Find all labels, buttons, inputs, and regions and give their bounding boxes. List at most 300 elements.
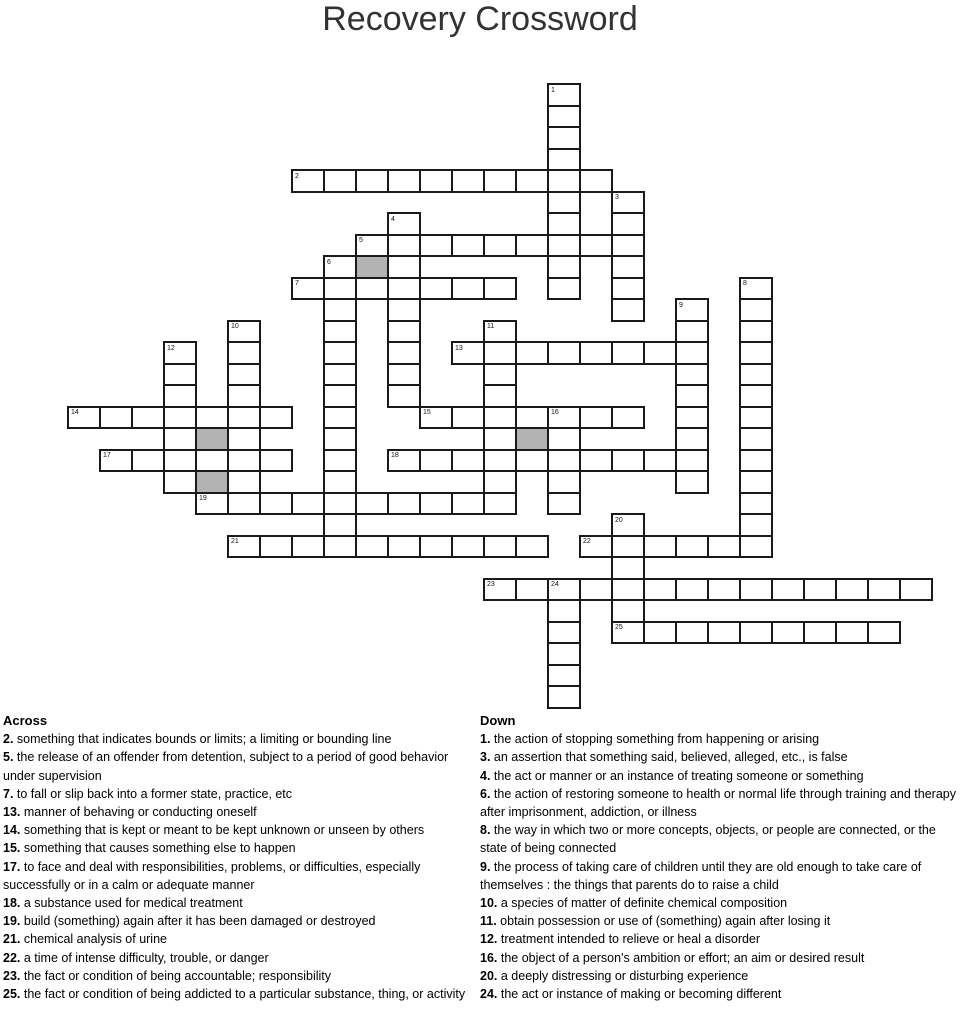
grid-cell[interactable] — [579, 578, 613, 602]
grid-cell[interactable] — [707, 578, 741, 602]
clue-number: 23. — [3, 968, 21, 983]
grid-cell[interactable] — [675, 298, 709, 322]
grid-cell[interactable] — [547, 191, 581, 215]
clue-number: 18. — [3, 896, 21, 911]
grid-cell[interactable] — [451, 341, 485, 365]
grid-cell[interactable] — [579, 341, 613, 365]
grid-cell[interactable] — [739, 449, 773, 473]
grid-cell[interactable] — [387, 363, 421, 387]
clue-text: a substance used for medical treatment — [20, 896, 243, 911]
grid-cell-shaded[interactable] — [195, 470, 229, 494]
clue-number: 3. — [480, 750, 491, 765]
grid-cell[interactable] — [195, 492, 229, 516]
grid-cell[interactable] — [739, 470, 773, 494]
cell-number: 18 — [391, 452, 399, 459]
cell-number: 13 — [455, 344, 463, 352]
grid-cell[interactable] — [419, 169, 453, 193]
grid-cell[interactable] — [163, 384, 197, 408]
clue-text: something that is kept or meant to be kept unknown or unseen by others — [20, 823, 425, 838]
clue-text: a deeply distressing or disturbing experience — [497, 968, 749, 983]
grid-cell[interactable] — [707, 535, 741, 559]
clue-item — [480, 748, 957, 766]
grid-cell[interactable] — [387, 492, 421, 516]
grid-cell[interactable] — [611, 449, 645, 473]
grid-cell[interactable] — [643, 535, 677, 559]
clue-number: 16. — [480, 950, 498, 965]
grid-cell[interactable] — [355, 535, 389, 559]
across-heading: Across — [3, 713, 48, 728]
cell-number: 2 — [295, 172, 299, 180]
grid-cell[interactable] — [611, 621, 645, 645]
grid-cell[interactable] — [323, 169, 357, 193]
down-clue-list — [480, 730, 957, 1003]
grid-cell[interactable] — [387, 384, 421, 408]
grid-cell[interactable] — [547, 105, 581, 129]
grid-cell[interactable] — [227, 384, 261, 408]
grid-cell[interactable] — [387, 320, 421, 344]
grid-cell[interactable] — [579, 535, 613, 559]
cell-number: 20 — [615, 516, 623, 524]
clue-number: 1. — [480, 732, 491, 747]
grid-cell[interactable] — [387, 535, 421, 559]
cell-number: 1 — [551, 86, 555, 94]
clue-item — [480, 894, 957, 912]
grid-cell[interactable] — [611, 212, 645, 236]
grid-cell[interactable] — [451, 169, 485, 193]
grid-cell[interactable] — [387, 234, 421, 258]
grid-cell[interactable] — [227, 492, 261, 516]
grid-cell[interactable] — [643, 621, 677, 645]
grid-cell[interactable] — [675, 406, 709, 430]
grid-cell[interactable] — [323, 406, 357, 430]
grid-cell[interactable] — [515, 406, 549, 430]
grid-cell[interactable] — [547, 492, 581, 516]
clue-text: an assertion that something said, believed, alleged, etc., is false — [490, 750, 848, 765]
grid-cell[interactable] — [547, 212, 581, 236]
grid-cell[interactable] — [99, 449, 133, 473]
grid-cell[interactable] — [259, 535, 293, 559]
grid-cell[interactable] — [323, 363, 357, 387]
grid-cell[interactable] — [771, 621, 805, 645]
grid-cell-shaded[interactable] — [355, 255, 389, 279]
grid-cell[interactable] — [547, 664, 581, 688]
grid-cell[interactable] — [483, 406, 517, 430]
grid-cell[interactable] — [451, 535, 485, 559]
clue-text: the way in which two or more concepts, objects, or people are connected, or the state of being connected — [480, 823, 936, 856]
clue-number: 2. — [3, 732, 14, 747]
grid-cell[interactable] — [611, 191, 645, 215]
cell-number: 14 — [71, 409, 79, 416]
across-clue-list — [3, 730, 480, 1003]
grid-cell[interactable] — [291, 492, 325, 516]
grid-cell[interactable] — [547, 341, 581, 365]
clue-text: to fall or slip back into a former state, practice, etc — [13, 786, 293, 801]
grid-cell[interactable] — [643, 341, 677, 365]
grid-cell[interactable] — [547, 255, 581, 279]
grid-cell[interactable] — [675, 427, 709, 451]
down-heading: Down — [480, 713, 516, 728]
grid-cell[interactable] — [227, 341, 261, 365]
cell-number: 16 — [551, 409, 559, 416]
grid-cell[interactable] — [451, 449, 485, 473]
grid-cell[interactable] — [739, 320, 773, 344]
grid-cell[interactable] — [547, 642, 581, 666]
grid-cell[interactable] — [259, 406, 293, 430]
grid-cell[interactable] — [739, 578, 773, 602]
grid-cell[interactable] — [323, 341, 357, 365]
clue-text: the fact or condition of being accountable; responsibility — [20, 968, 331, 983]
clue-number: 10. — [480, 896, 498, 911]
clue-text: the object of a person's ambition or effort; an aim or desired result — [497, 950, 865, 965]
clue-text: obtain possession or use of (something) again after losing it — [496, 914, 831, 929]
clue-item — [480, 912, 957, 930]
clue-text: the action of restoring someone to health or normal life through training and therapy after imprisonment, addiction, or illness — [480, 786, 956, 820]
clue-number: 17. — [3, 859, 21, 874]
clue-text: the release of an offender from detention, subject to a period of good behavior under supervision — [3, 750, 449, 783]
grid-cell[interactable] — [387, 277, 421, 301]
grid-cell[interactable] — [611, 277, 645, 301]
grid-cell[interactable] — [227, 363, 261, 387]
grid-cell[interactable] — [547, 685, 581, 709]
grid-cell[interactable] — [451, 277, 485, 301]
grid-cell[interactable] — [675, 578, 709, 602]
cell-number: 6 — [327, 258, 331, 266]
clue-item — [3, 858, 480, 894]
clue-text: manner of behaving or conducting oneself — [20, 805, 257, 820]
clue-text: chemical analysis of urine — [20, 932, 167, 947]
grid-cell[interactable] — [739, 384, 773, 408]
grid-cell[interactable] — [739, 406, 773, 430]
grid-cell[interactable] — [227, 406, 261, 430]
grid-cell[interactable] — [675, 621, 709, 645]
clue-text: something that causes something else to happen — [20, 841, 296, 856]
grid-cell[interactable] — [483, 363, 517, 387]
grid-cell[interactable] — [227, 320, 261, 344]
grid-cell[interactable] — [611, 341, 645, 365]
grid-cell[interactable] — [547, 470, 581, 494]
grid-cell[interactable] — [163, 341, 197, 365]
grid-cell[interactable] — [643, 578, 677, 602]
clue-text: treatment intended to relieve or heal a disorder — [497, 932, 761, 947]
grid-cell[interactable] — [675, 363, 709, 387]
grid-cell[interactable] — [547, 126, 581, 150]
clue-text: build (something) again after it has been damaged or destroyed — [20, 914, 376, 929]
grid-cell[interactable] — [675, 320, 709, 344]
clue-item — [3, 748, 480, 784]
cell-number: 11 — [487, 323, 495, 330]
cell-number: 25 — [615, 624, 623, 631]
grid-cell[interactable] — [483, 169, 517, 193]
grid-cell[interactable] — [483, 535, 517, 559]
clue-number: 13. — [3, 805, 21, 820]
grid-cell[interactable] — [259, 449, 293, 473]
grid-cell[interactable] — [547, 578, 581, 602]
grid-cell[interactable] — [419, 492, 453, 516]
grid-cell[interactable] — [739, 277, 773, 301]
grid-cell[interactable] — [483, 578, 517, 602]
clue-number: 6. — [480, 786, 491, 801]
grid-cell[interactable] — [675, 449, 709, 473]
grid-cell[interactable] — [611, 556, 645, 580]
grid-cell[interactable] — [355, 234, 389, 258]
page-title: Recovery Crossword — [322, 0, 638, 38]
grid-cell[interactable] — [611, 578, 645, 602]
grid-cell[interactable] — [547, 621, 581, 645]
clue-item — [3, 949, 480, 967]
grid-cell[interactable] — [739, 492, 773, 516]
clue-item — [3, 967, 480, 985]
grid-cell[interactable] — [675, 535, 709, 559]
grid-cell[interactable] — [323, 535, 357, 559]
grid-cell[interactable] — [547, 599, 581, 623]
grid-cell[interactable] — [483, 470, 517, 494]
grid-cell[interactable] — [643, 449, 677, 473]
grid-cell[interactable] — [707, 621, 741, 645]
grid-cell[interactable] — [739, 298, 773, 322]
grid-cell[interactable] — [547, 83, 581, 107]
grid-cell[interactable] — [611, 234, 645, 258]
grid-cell[interactable] — [547, 169, 581, 193]
grid-cell[interactable] — [195, 449, 229, 473]
grid-cell[interactable] — [131, 449, 165, 473]
grid-cell[interactable] — [323, 298, 357, 322]
grid-cell[interactable] — [547, 148, 581, 172]
grid-cell[interactable] — [675, 384, 709, 408]
cell-number: 4 — [391, 215, 395, 223]
grid-cell[interactable] — [323, 492, 357, 516]
grid-cell[interactable] — [451, 234, 485, 258]
grid-cell[interactable] — [163, 406, 197, 430]
clue-number: 11. — [480, 914, 497, 929]
grid-cell[interactable] — [803, 621, 837, 645]
cell-number: 8 — [743, 280, 747, 287]
grid-cell[interactable] — [547, 449, 581, 473]
cell-number: 19 — [199, 495, 207, 502]
grid-cell[interactable] — [227, 535, 261, 559]
grid-cell-shaded[interactable] — [195, 427, 229, 451]
clue-text: the act or manner or an instance of treating someone or something — [490, 768, 864, 783]
grid-cell[interactable] — [323, 470, 357, 494]
cell-number: 24 — [551, 581, 559, 588]
cell-number: 17 — [103, 452, 111, 459]
grid-cell[interactable] — [355, 169, 389, 193]
grid-cell[interactable] — [163, 363, 197, 387]
grid-cell[interactable] — [387, 169, 421, 193]
grid-cell[interactable] — [547, 427, 581, 451]
clue-item — [3, 894, 480, 912]
cell-number: 22 — [583, 538, 591, 545]
grid-cell[interactable] — [739, 363, 773, 387]
clue-text: the action of stopping something from happening or arising — [490, 732, 820, 747]
grid-cell[interactable] — [803, 578, 837, 602]
grid-cell[interactable] — [483, 234, 517, 258]
grid-cell[interactable] — [259, 492, 293, 516]
cell-number: 10 — [231, 323, 239, 330]
across-clues-column — [3, 712, 480, 1003]
clue-item — [3, 730, 480, 748]
clue-text: a species of matter of definite chemical composition — [497, 896, 788, 911]
clue-item — [3, 930, 480, 948]
clue-number: 20. — [480, 968, 498, 983]
grid-cell[interactable] — [835, 621, 869, 645]
clue-number: 24. — [480, 987, 498, 1002]
grid-cell[interactable] — [163, 427, 197, 451]
clue-number: 5. — [3, 750, 14, 765]
grid-cell[interactable] — [195, 406, 229, 430]
cell-number: 21 — [231, 538, 239, 545]
grid-cell[interactable] — [419, 449, 453, 473]
grid-cell[interactable] — [419, 277, 453, 301]
cell-number: 9 — [679, 301, 683, 309]
grid-cell[interactable] — [739, 621, 773, 645]
grid-cell[interactable] — [515, 169, 549, 193]
grid-cell[interactable] — [771, 578, 805, 602]
grid-cell[interactable] — [611, 535, 645, 559]
grid-cell[interactable] — [291, 277, 325, 301]
grid-cell[interactable] — [515, 449, 549, 473]
grid-cell[interactable] — [899, 578, 933, 602]
grid-cell[interactable] — [227, 470, 261, 494]
clue-item — [3, 821, 480, 839]
grid-cell[interactable] — [483, 277, 517, 301]
grid-cell[interactable] — [323, 513, 357, 537]
grid-cell[interactable] — [483, 427, 517, 451]
cell-number: 3 — [615, 194, 619, 201]
grid-cell[interactable] — [387, 255, 421, 279]
clue-text: the act or instance of making or becoming different — [497, 987, 782, 1002]
grid-cell[interactable] — [547, 277, 581, 301]
grid-cell[interactable] — [611, 406, 645, 430]
clue-text: to face and deal with responsibilities, problems, or difficulties, especially successfully or in a calm or adequate manner — [3, 859, 421, 892]
grid-cell[interactable] — [515, 578, 549, 602]
grid-cell[interactable] — [291, 535, 325, 559]
grid-cell[interactable] — [483, 341, 517, 365]
grid-cell[interactable] — [163, 449, 197, 473]
grid-cell[interactable] — [323, 277, 357, 301]
grid-cell[interactable] — [67, 406, 101, 430]
clue-item — [480, 730, 957, 748]
clue-number: 25. — [3, 987, 21, 1002]
grid-cell[interactable] — [547, 406, 581, 430]
grid-cell[interactable] — [483, 384, 517, 408]
grid-cell[interactable] — [579, 406, 613, 430]
grid-cell[interactable] — [387, 341, 421, 365]
grid-cell[interactable] — [515, 234, 549, 258]
grid-cell[interactable] — [611, 255, 645, 279]
grid-cell[interactable] — [867, 621, 901, 645]
grid-cell[interactable] — [99, 406, 133, 430]
grid-cell[interactable] — [355, 277, 389, 301]
grid-cell[interactable] — [579, 449, 613, 473]
clue-number: 12. — [480, 932, 498, 947]
clue-number: 7. — [3, 786, 14, 801]
clue-number: 9. — [480, 859, 491, 874]
clue-item — [480, 858, 957, 894]
grid-cell[interactable] — [547, 234, 581, 258]
grid-cell[interactable] — [387, 449, 421, 473]
grid-cell[interactable] — [131, 406, 165, 430]
grid-cell[interactable] — [739, 341, 773, 365]
cell-number: 12 — [167, 344, 175, 352]
grid-cell[interactable] — [675, 470, 709, 494]
clue-item — [3, 839, 480, 857]
grid-cell[interactable] — [515, 535, 549, 559]
grid-cell[interactable] — [611, 599, 645, 623]
clue-item — [3, 803, 480, 821]
grid-cell[interactable] — [323, 320, 357, 344]
grid-cell-shaded[interactable] — [515, 427, 549, 451]
grid-cell[interactable] — [355, 492, 389, 516]
cell-number: 23 — [487, 581, 495, 588]
grid-cell[interactable] — [323, 427, 357, 451]
clue-item — [480, 985, 957, 1003]
clue-item — [3, 985, 480, 1003]
grid-cell[interactable] — [483, 492, 517, 516]
clue-number: 8. — [480, 823, 491, 838]
grid-cell[interactable] — [227, 449, 261, 473]
clue-number: 15. — [3, 841, 21, 856]
clue-item — [480, 930, 957, 948]
grid-cell[interactable] — [163, 470, 197, 494]
grid-cell[interactable] — [451, 406, 485, 430]
grid-cell[interactable] — [323, 255, 357, 279]
grid-cell[interactable] — [323, 384, 357, 408]
grid-cell[interactable] — [451, 492, 485, 516]
clue-number: 22. — [3, 950, 21, 965]
clue-number: 21. — [3, 932, 21, 947]
grid-cell[interactable] — [739, 427, 773, 451]
grid-cell[interactable] — [419, 535, 453, 559]
cell-number: 7 — [295, 280, 299, 287]
grid-cell[interactable] — [579, 234, 613, 258]
clue-text: the fact or condition of being addicted to a particular substance, thing, or activity — [20, 987, 466, 1002]
grid-cell[interactable] — [291, 169, 325, 193]
clue-number: 4. — [480, 768, 491, 783]
grid-cell[interactable] — [483, 449, 517, 473]
clue-number: 19. — [3, 914, 21, 929]
grid-cell[interactable] — [579, 169, 613, 193]
grid-cell[interactable] — [419, 406, 453, 430]
cell-number: 15 — [423, 409, 431, 416]
grid-cell[interactable] — [835, 578, 869, 602]
clue-item — [3, 785, 480, 803]
grid-cell[interactable] — [323, 449, 357, 473]
clue-item — [480, 785, 957, 821]
clue-item — [480, 967, 957, 985]
clue-number: 14. — [3, 823, 21, 838]
clue-item — [480, 949, 957, 967]
grid-cell[interactable] — [675, 341, 709, 365]
grid-cell[interactable] — [387, 298, 421, 322]
clue-text: something that indicates bounds or limits; a limiting or bounding line — [13, 732, 392, 747]
grid-cell[interactable] — [611, 298, 645, 322]
clue-text: a time of intense difficulty, trouble, or danger — [20, 950, 269, 965]
grid-cell[interactable] — [483, 320, 517, 344]
grid-cell[interactable] — [739, 513, 773, 537]
clue-item — [3, 912, 480, 930]
grid-cell[interactable] — [515, 341, 549, 365]
grid-cell[interactable] — [419, 234, 453, 258]
clue-text: the process of taking care of children until they are old enough to take care of themselves : the things that parents do to raise a child — [480, 859, 922, 892]
grid-cell[interactable] — [387, 212, 421, 236]
grid-cell[interactable] — [867, 578, 901, 602]
grid-cell[interactable] — [739, 535, 773, 559]
grid-cell[interactable] — [227, 427, 261, 451]
grid-cell[interactable] — [611, 513, 645, 537]
clue-item — [480, 821, 957, 857]
clue-item — [480, 767, 957, 785]
clue-section — [3, 712, 957, 1003]
